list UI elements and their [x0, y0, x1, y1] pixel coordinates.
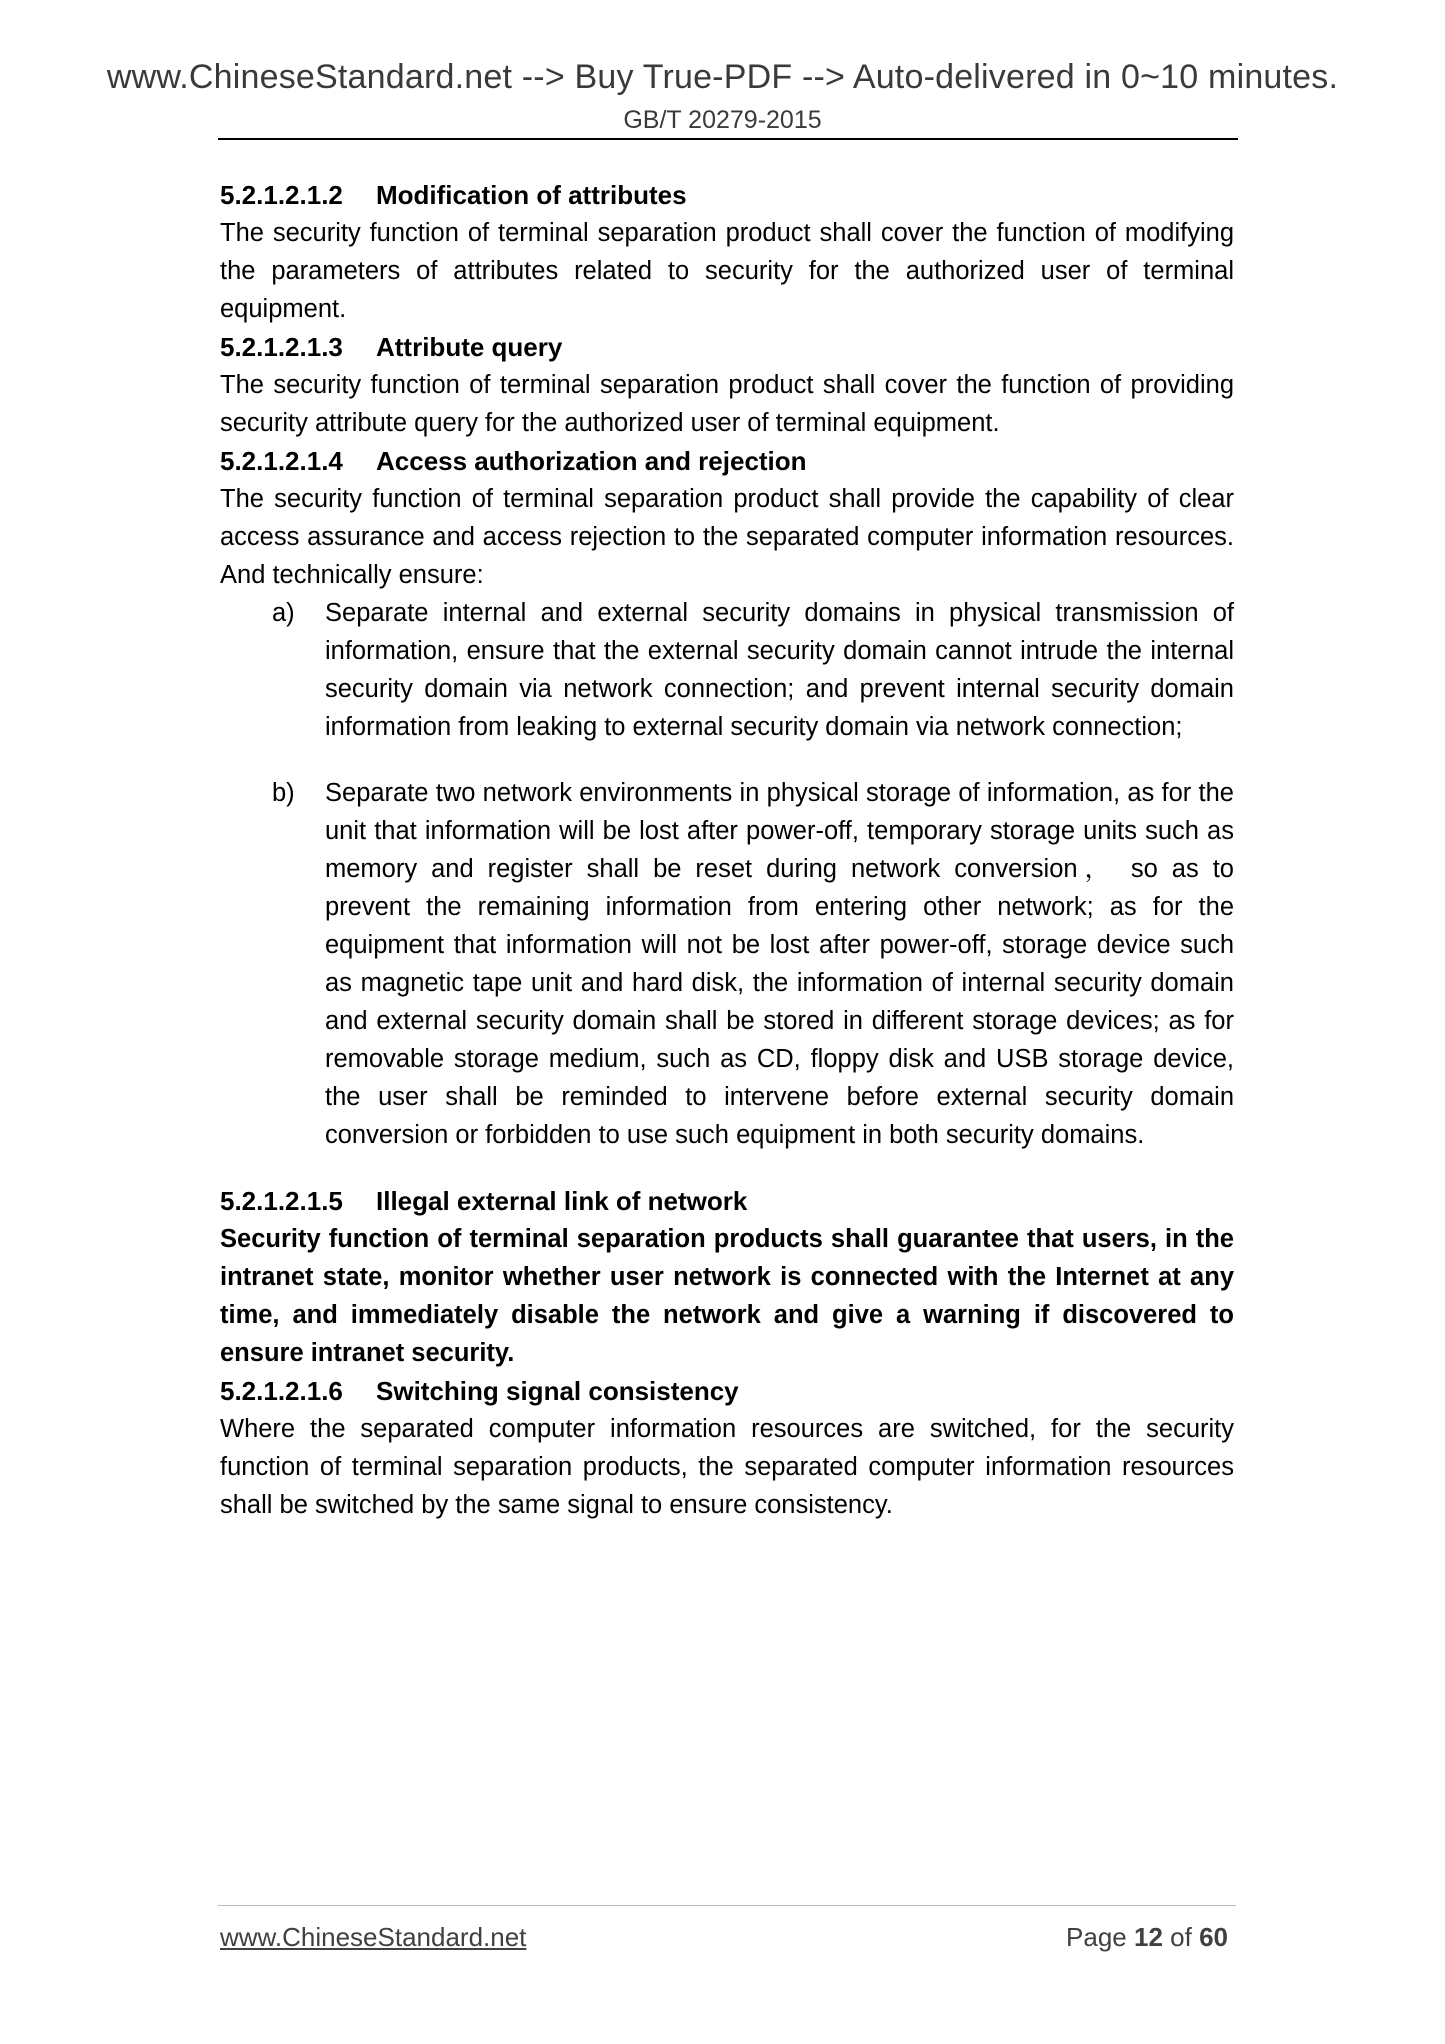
- page-of: of: [1170, 1922, 1192, 1952]
- section-paragraph: Security function of terminal separation products shall guarantee that users, in the intranet state, monitor whether user network is connected with the Internet at any time, and immediately disable the network and give a warning if discovered to ensure intranet security.: [220, 1225, 1234, 1367]
- header-divider: [218, 138, 1238, 140]
- site-banner: www.ChineseStandard.net --> Buy True-PDF --> Auto-delivered in 0~10 minutes.: [106, 58, 1339, 96]
- section-heading: [220, 328, 1234, 366]
- list-item: [220, 774, 1234, 1154]
- section-title: Illegal external link of network: [376, 1186, 748, 1216]
- standard-code: GB/T 20279-2015: [623, 106, 822, 134]
- footer-divider: [218, 1905, 1236, 1906]
- list-marker: b): [272, 779, 295, 807]
- section-number: 5.2.1.2.1.4: [220, 446, 343, 476]
- section-paragraph: Where the separated computer information resources are switched, for the security function of terminal separation products, the separated computer information resources shall be switched by the same signal to ensure consistency.: [220, 1415, 1234, 1519]
- page-total: 60: [1199, 1922, 1228, 1952]
- document-body: [220, 176, 1234, 1524]
- section-title: Modification of attributes: [376, 180, 687, 210]
- list-marker: a): [272, 599, 295, 627]
- section-paragraph: The security function of terminal separation product shall provide the capability of clear access assurance and access rejection to the separated computer information resources. And technically ensure:: [220, 485, 1234, 589]
- page-current: 12: [1134, 1922, 1163, 1952]
- list-item-text: Separate internal and external security domains in physical transmission of information, ensure that the external security domain cannot intrude the internal security domain via network connection; and prevent internal security domain information from leaking to external security domain via network connection;: [325, 599, 1234, 741]
- section-number: 5.2.1.2.1.2: [220, 180, 343, 210]
- section-number: 5.2.1.2.1.6: [220, 1376, 343, 1406]
- section-paragraph: The security function of terminal separation product shall cover the function of providing security attribute query for the authorized user of terminal equipment.: [220, 371, 1234, 437]
- section-title: Switching signal consistency: [376, 1376, 739, 1406]
- section-heading: [220, 442, 1234, 480]
- section-heading: [220, 1372, 1234, 1410]
- page-word: Page: [1066, 1922, 1127, 1952]
- footer-site-link[interactable]: www.ChineseStandard.net: [220, 1922, 527, 1952]
- list-item: [220, 594, 1234, 746]
- list-item-text: Separate two network environments in physical storage of information, as for the unit that information will be lost after power-off, temporary storage units such as memory and register shall be reset during network conversion， so as to prevent the remaining information from entering other network; as for the equipment that information will not be lost after power-off, storage device such as magnetic tape unit and hard disk, the information of internal security domain and external security domain shall be stored in different storage devices; as for removable storage medium, such as CD, floppy disk and USB storage device, the user shall be reminded to intervene before external security domain conversion or forbidden to use such equipment in both security domains.: [325, 779, 1234, 1149]
- section-heading: [220, 1182, 1234, 1220]
- section-heading: [220, 176, 1234, 214]
- page-indicator: [1066, 1922, 1228, 1953]
- section-title: Attribute query: [376, 332, 563, 362]
- section-paragraph: The security function of terminal separation product shall cover the function of modifying the parameters of attributes related to security for the authorized user of terminal equipment.: [220, 219, 1234, 323]
- section-number: 5.2.1.2.1.3: [220, 332, 343, 362]
- section-number: 5.2.1.2.1.5: [220, 1186, 343, 1216]
- section-title: Access authorization and rejection: [376, 446, 807, 476]
